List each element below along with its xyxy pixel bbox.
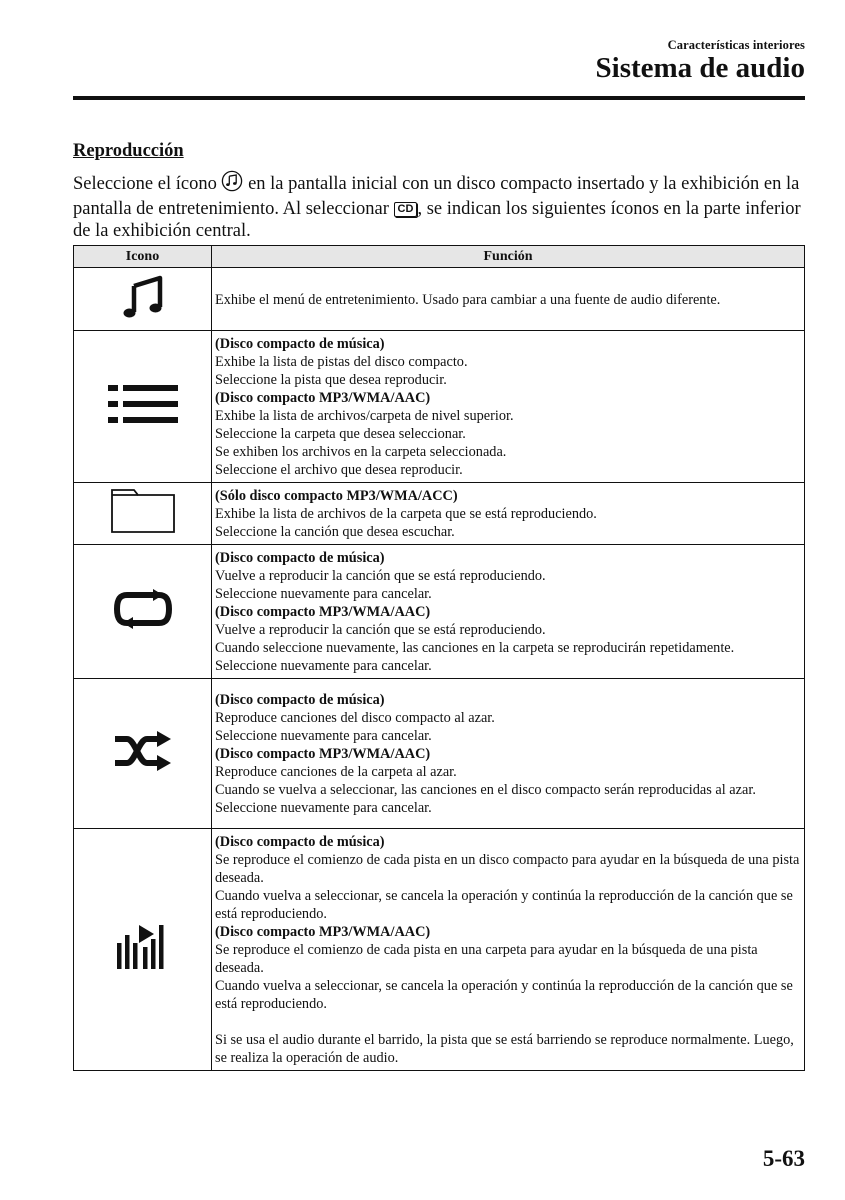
- function-text: Reproduce canciones de la carpeta al azar.: [215, 764, 457, 780]
- list-icon: [108, 382, 178, 426]
- shuffle-icon: [113, 731, 173, 771]
- disc-type-heading: (Disco compacto de música): [215, 692, 385, 708]
- folder-icon: [110, 488, 176, 534]
- function-text: Vuelve a reproducir la canción que se está reproduciendo.: [215, 568, 546, 584]
- page-title: Sistema de audio: [595, 52, 805, 84]
- function-text: Cuando vuelva a seleccionar, se cancela la operación y continúa la reproducción de la canción que se está reproduciendo.: [215, 888, 793, 922]
- function-table: [73, 245, 805, 1071]
- function-text: Vuelve a reproducir la canción que se está reproduciendo.: [215, 622, 546, 638]
- music-note-circle-icon: [221, 170, 243, 198]
- repeat-icon: [113, 589, 173, 629]
- function-text: Seleccione nuevamente para cancelar.: [215, 800, 432, 816]
- page-number: 5-63: [762, 1146, 805, 1171]
- music-note-icon: [121, 274, 165, 320]
- function-text: Seleccione nuevamente para cancelar.: [215, 658, 432, 674]
- section-heading: Reproducción: [73, 141, 184, 161]
- table-row: [74, 545, 805, 679]
- function-text: Exhibe la lista de archivos de la carpeta que se está reproduciendo.: [215, 506, 597, 522]
- disc-type-heading: (Disco compacto MP3/WMA/AAC): [215, 924, 431, 940]
- disc-type-heading: (Disco compacto de música): [215, 336, 385, 352]
- icon-cell: [74, 483, 212, 545]
- icon-column-header: Icono: [74, 246, 212, 268]
- function-text: Seleccione la canción que desea escuchar.: [215, 524, 455, 540]
- table-row: [74, 268, 805, 331]
- function-text: Seleccione la pista que desea reproducir.: [215, 372, 447, 388]
- cd-icon: CD: [394, 202, 418, 217]
- function-text: Cuando vuelva a seleccionar, se cancela la operación y continúa la reproducción de la canción que se está reproduciendo.: [215, 978, 793, 1012]
- table-row: [74, 679, 805, 829]
- function-cell: [212, 268, 805, 331]
- scan-icon: [117, 925, 169, 969]
- function-cell: [212, 545, 805, 679]
- function-column-header: Función: [212, 246, 805, 268]
- function-text: Seleccione nuevamente para cancelar.: [215, 728, 432, 744]
- icon-cell: [74, 268, 212, 331]
- icon-cell: [74, 545, 212, 679]
- function-cell: [212, 331, 805, 483]
- function-text: Exhibe el menú de entretenimiento. Usado para cambiar a una fuente de audio diferente.: [215, 291, 721, 308]
- function-text: Exhibe la lista de pistas del disco compacto.: [215, 354, 468, 370]
- function-cell: [212, 829, 805, 1071]
- disc-type-heading: (Disco compacto MP3/WMA/AAC): [215, 390, 431, 406]
- icon-cell: [74, 679, 212, 829]
- function-cell: [212, 679, 805, 829]
- intro-text-1: Seleccione el ícono: [73, 174, 217, 194]
- function-text: Si se usa el audio durante el barrido, la pista que se está barriendo se reproduce normalmente. Luego, se realiza la operación de audio.: [215, 1032, 794, 1066]
- function-cell: [212, 483, 805, 545]
- table-header-row: [74, 246, 805, 268]
- header-divider: [73, 96, 805, 100]
- function-text: Seleccione nuevamente para cancelar.: [215, 586, 432, 602]
- function-text: Se exhiben los archivos en la carpeta seleccionada.: [215, 444, 507, 460]
- intro-paragraph: [73, 170, 813, 242]
- function-text: Reproduce canciones del disco compacto al azar.: [215, 710, 495, 726]
- function-text: Exhibe la lista de archivos/carpeta de nivel superior.: [215, 408, 514, 424]
- function-text: Cuando se vuelva a seleccionar, las canciones en el disco compacto serán reproducidas al azar.: [215, 782, 756, 798]
- intro-text-3: , se indican los siguientes íconos en la parte inferior de la exhibición central.: [73, 199, 801, 241]
- disc-type-heading: (Disco compacto de música): [215, 834, 385, 850]
- table-row: [74, 483, 805, 545]
- table-row: [74, 829, 805, 1071]
- intro-text-2: en la pantalla inicial con un disco compacto insertado y la exhibición en la pantalla de entretenimiento. Al seleccionar: [73, 174, 800, 219]
- table-row: [74, 331, 805, 483]
- icon-cell: [74, 829, 212, 1071]
- chapter-subtitle: Características interiores: [667, 38, 805, 52]
- disc-type-heading: (Disco compacto de música): [215, 550, 385, 566]
- function-text: Seleccione el archivo que desea reproducir.: [215, 462, 463, 478]
- disc-type-heading: (Disco compacto MP3/WMA/AAC): [215, 604, 431, 620]
- function-text: Se reproduce el comienzo de cada pista en una carpeta para ayudar en la búsqueda de una pista deseada.: [215, 942, 758, 976]
- function-text: Cuando seleccione nuevamente, las canciones en la carpeta se reproducirán repetidamente.: [215, 640, 735, 656]
- spacer: [215, 1013, 801, 1031]
- disc-type-heading: (Disco compacto MP3/WMA/AAC): [215, 746, 431, 762]
- function-text: Se reproduce el comienzo de cada pista en un disco compacto para ayudar en la búsqueda de una pista deseada.: [215, 852, 800, 886]
- function-text: Seleccione la carpeta que desea seleccionar.: [215, 426, 466, 442]
- icon-cell: [74, 331, 212, 483]
- disc-type-heading: (Sólo disco compacto MP3/WMA/ACC): [215, 488, 458, 504]
